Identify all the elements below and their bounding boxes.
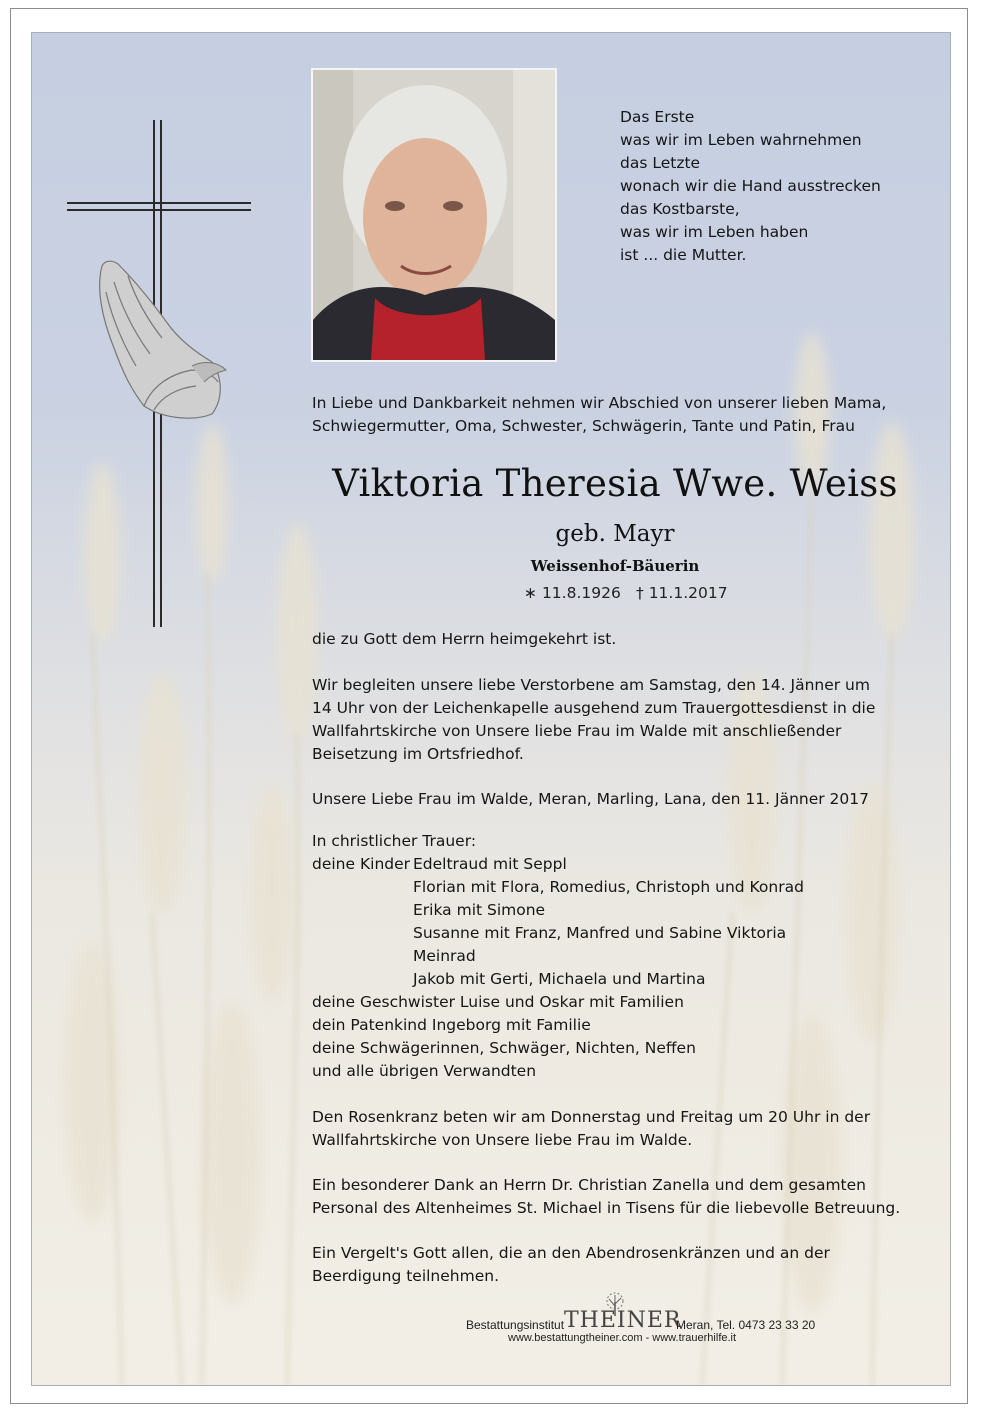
ceremony-line: Wallfahrtskirche von Unsere liebe Frau im Walde mit anschließender bbox=[312, 722, 842, 740]
thanks-text bbox=[312, 1174, 900, 1220]
rosary-line: Wallfahrtskirche von Unsere liebe Frau im Walde. bbox=[312, 1131, 693, 1149]
death-cross-icon: † bbox=[636, 584, 644, 602]
vergelts-line: Beerdigung teilnehmen. bbox=[312, 1267, 499, 1285]
child-entry: Susanne mit Franz, Manfred und Sabine Viktoria bbox=[413, 924, 787, 942]
deceased-name: Viktoria Theresia Wwe. Weiss bbox=[332, 462, 898, 505]
poem-line: das Kostbarste, bbox=[620, 200, 740, 218]
child-entry: Florian mit Flora, Romedius, Christoph und Konrad bbox=[413, 878, 804, 896]
rosary-text bbox=[312, 1106, 870, 1152]
intro-line: Schwiegermutter, Oma, Schwester, Schwägerin, Tante und Patin, Frau bbox=[312, 417, 855, 435]
birth-star-icon: ∗ bbox=[524, 584, 537, 602]
intro-line: In Liebe und Dankbarkeit nehmen wir Abschied von unserer lieben Mama, bbox=[312, 394, 887, 412]
poem-line: ist ... die Mutter. bbox=[620, 246, 747, 264]
birth-date-value: 11.8.1926 bbox=[541, 584, 621, 602]
footer-institute: Bestattungsinstitut bbox=[466, 1318, 565, 1332]
ceremony-line: 14 Uhr von der Leichenkapelle ausgehend zum Trauergottesdienst in die bbox=[312, 699, 876, 717]
children-prefix: deine Kinder bbox=[312, 855, 411, 873]
praying-hands-icon bbox=[92, 258, 228, 428]
birth-name: geb. Mayr bbox=[555, 521, 675, 547]
footer-contact: Meran, Tel. 0473 23 33 20 bbox=[676, 1318, 816, 1332]
intro-text bbox=[312, 392, 886, 438]
footer-websites: www.bestattungtheiner.com - www.trauerhilfe.it bbox=[508, 1332, 737, 1344]
place-date: Unsere Liebe Frau im Walde, Meran, Marling, Lana, den 11. Jänner 2017 bbox=[312, 790, 870, 808]
rosary-line: Den Rosenkranz beten wir am Donnerstag und Freitag um 20 Uhr in der bbox=[312, 1108, 871, 1126]
thanks-line: Ein besonderer Dank an Herrn Dr. Christian Zanella und dem gesamten bbox=[312, 1176, 866, 1194]
poem-line: was wir im Leben wahrnehmen bbox=[620, 131, 862, 149]
ceremony-line: Beisetzung im Ortsfriedhof. bbox=[312, 745, 524, 763]
mourners-list bbox=[312, 830, 804, 1083]
mourners-heading: In christlicher Trauer: bbox=[312, 832, 477, 850]
poem-line: Das Erste bbox=[620, 108, 695, 126]
ceremony-line: Wir begleiten unsere liebe Verstorbene am Samstag, den 14. Jänner um bbox=[312, 676, 870, 694]
relative-entry: deine Schwägerinnen, Schwäger, Nichten, Neffen bbox=[312, 1039, 696, 1057]
relative-entry: und alle übrigen Verwandten bbox=[312, 1062, 537, 1080]
footer-logo: THEINER bbox=[564, 1308, 682, 1333]
relative-entry: deine Geschwister Luise und Oskar mit Familien bbox=[312, 993, 684, 1011]
child-entry: Edeltraud mit Seppl bbox=[413, 855, 567, 873]
child-entry: Meinrad bbox=[413, 947, 476, 965]
death-date-value: 11.1.2017 bbox=[648, 584, 728, 602]
child-entry: Erika mit Simone bbox=[413, 901, 546, 919]
ceremony-text bbox=[312, 674, 875, 766]
returned-text: die zu Gott dem Herrn heimgekehrt ist. bbox=[312, 630, 617, 648]
poem bbox=[620, 106, 881, 267]
deceased-title: Weissenhof-Bäuerin bbox=[530, 557, 700, 575]
poem-line: das Letzte bbox=[620, 154, 701, 172]
relative-entry: dein Patenkind Ingeborg mit Familie bbox=[312, 1016, 591, 1034]
mourners-children-row bbox=[312, 853, 804, 876]
poem-line: was wir im Leben haben bbox=[620, 223, 809, 241]
poem-line: wonach wir die Hand ausstrecken bbox=[620, 177, 881, 195]
portrait-photo bbox=[311, 68, 557, 362]
thanks-line: Personal des Altenheimes St. Michael in Tisens für die liebevolle Betreuung. bbox=[312, 1199, 901, 1217]
death-date bbox=[636, 584, 728, 602]
birth-date bbox=[524, 584, 621, 602]
child-entry: Jakob mit Gerti, Michaela und Martina bbox=[413, 970, 706, 988]
vergelts-text bbox=[312, 1242, 830, 1288]
vergelts-line: Ein Vergelt's Gott allen, die an den Abendrosenkränzen und an der bbox=[312, 1244, 830, 1262]
